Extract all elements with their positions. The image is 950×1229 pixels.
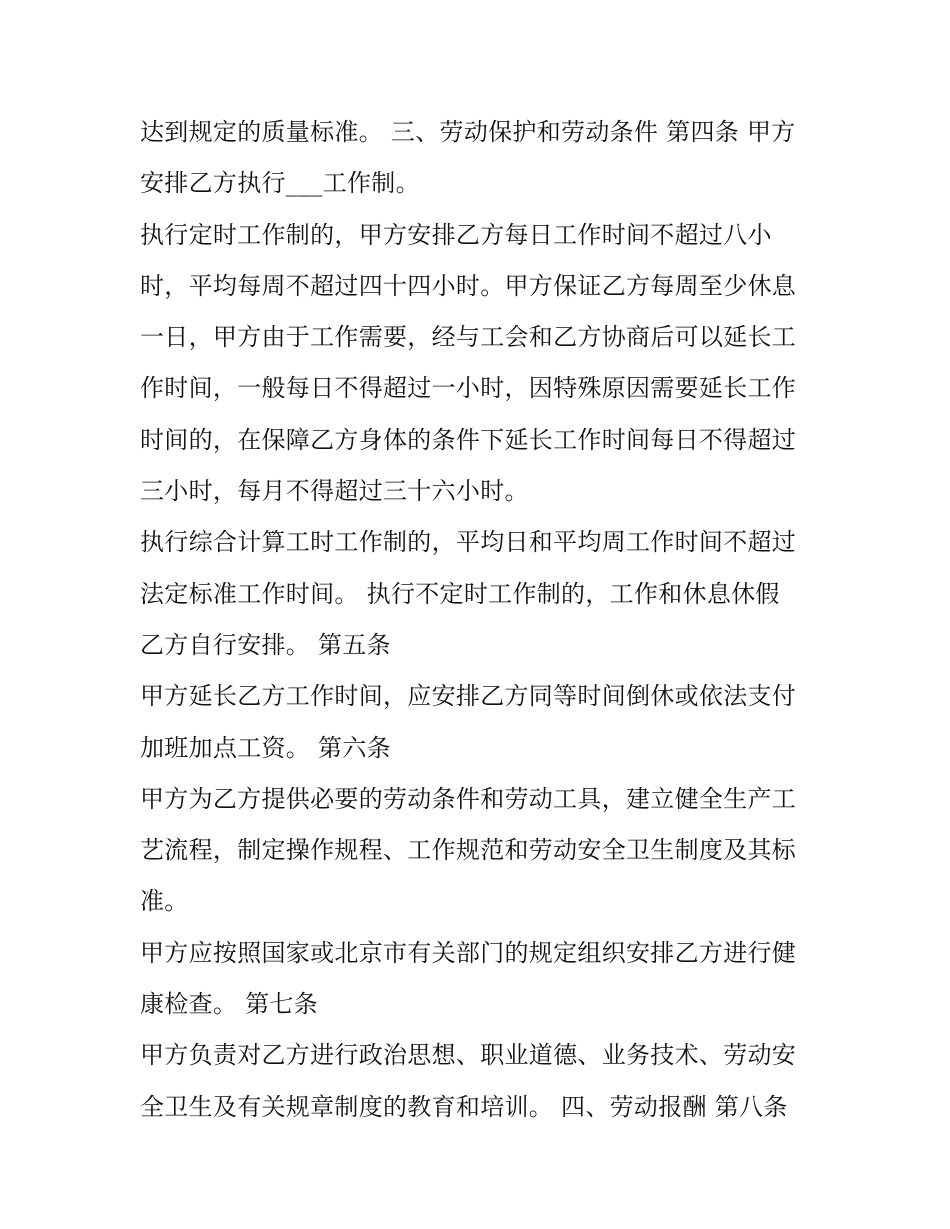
text-line: 作时间，一般每日不得超过一小时，因特殊原因需要延长工作 — [140, 374, 797, 403]
text-line: 法定标准工作时间。 执行不定时工作制的，工作和休息休假 — [140, 579, 780, 608]
text-line: 准。 — [140, 887, 189, 916]
text-line: 加班加点工资。 第六条 — [140, 733, 391, 762]
document-body — [140, 107, 820, 1133]
text-line: 甲方为乙方提供必要的劳动条件和劳动工具，建立健全生产工 — [140, 784, 797, 813]
text-line: 执行定时工作制的，甲方安排乙方每日工作时间不超过八小 — [140, 220, 772, 249]
text-line: 甲方延长乙方工作时间，应安排乙方同等时间倒休或依法支付 — [140, 682, 797, 711]
text-line: 甲方应按照国家或北京市有关部门的规定组织安排乙方进行健 — [140, 938, 797, 967]
text-line: 时，平均每周不超过四十四小时。甲方保证乙方每周至少休息 — [140, 271, 797, 300]
text-line: 执行综合计算工时工作制的，平均日和平均周工作时间不超过 — [140, 528, 797, 557]
text-line: 甲方负责对乙方进行政治思想、职业道德、业务技术、劳动安 — [140, 1041, 797, 1070]
text-line: 达到规定的质量标准。 三、劳动保护和劳动条件 第四条 甲方 — [140, 118, 796, 146]
text-line: 艺流程，制定操作规程、工作规范和劳动安全卫生制度及其标 — [140, 836, 797, 865]
text-line: 全卫生及有关规章制度的教育和培训。 四、劳动报酬 第八条 — [140, 1092, 788, 1121]
text-line: 康检查。 第七条 — [140, 990, 319, 1019]
text-line: 安排乙方执行___工作制。 — [140, 169, 420, 198]
text-line: 时间的，在保障乙方身体的条件下延长工作时间每日不得超过 — [140, 425, 797, 454]
text-line: 乙方自行安排。 第五条 — [140, 630, 391, 659]
text-line: 一日，甲方由于工作需要，经与工会和乙方协商后可以延长工 — [140, 323, 797, 352]
text-line: 三小时，每月不得超过三十六小时。 — [140, 477, 529, 506]
